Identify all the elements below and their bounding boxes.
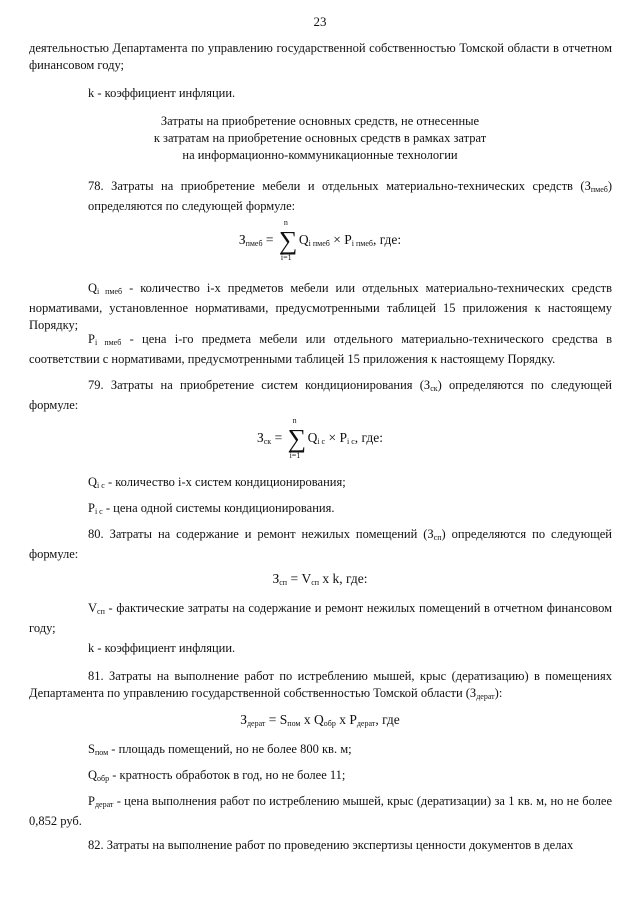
paragraph-79-sub: ск [430,384,438,393]
formula-81-lhs-sub: дерат [246,719,266,728]
paragraph-80-sub: сп [433,533,442,542]
definition-79-q [88,474,612,494]
formula-79-q-sub: i с [317,437,326,447]
definition-78-q [29,280,612,334]
definition-81-p [29,793,612,830]
definition-81-q-sub: обр [97,774,110,783]
paragraph-continuation: деятельностью Департамента по управлению государственной собственностью Томской области в отчетном финансовом году; [29,41,612,72]
summation-lower-limit: i=1 [280,253,292,262]
definition-81-p-sub: дерат [94,800,114,809]
definition-78-p-text: - цена i-го предмета мебели или отдельного материально-технического средства в соответствии с нормативами, предусмотренными таблицей 15 приложения к настоящему Порядку. [29,332,613,366]
definition-79-q-text: - количество i-х систем кондиционирования; [104,475,346,489]
formula-81-x2: x P [335,712,357,727]
formula-79-lhs: З [256,430,264,446]
definition-79-q-symbol: Q [88,475,98,489]
definition-78-p-symbol: P [88,332,95,346]
definition-79-q-sub: i с [97,481,105,490]
formula-78-p: P [344,232,352,248]
paragraph-81 [29,668,612,705]
paragraph-79-text-a: 79. Затраты на приобретение систем кондиционирования (З [88,378,431,392]
formula-79-p: P [339,430,347,446]
formula-78 [0,218,640,262]
summation-symbol [278,218,298,262]
formula-80-tail: x k, где: [319,571,368,586]
formula-81-s-sub: пом [287,719,301,728]
formula-78-lhs: З [238,232,246,248]
definition-79-p [88,500,612,520]
definition-79-p-sub: i с [94,507,103,516]
formula-79-times: × [325,430,340,446]
definition-81-s-text: - площадь помещений, но не более 800 кв. м; [108,742,352,756]
definition-78-q-text: - количество i-х предметов мебели или отдельных материально-технических средств нормативами, установленное нормативами, предусмотренными таблицей 15 приложения к настоящему Порядку; [29,281,612,332]
definition-78-p-sub: i пмеб [94,338,122,347]
formula-81-eq: = S [265,712,288,727]
formula-79-lhs-sub: ск [263,437,272,447]
summation-upper-limit: n [292,416,297,425]
paragraph-81-text-a: 81. Затраты на выполнение работ по истреблению мышей, крыс (дератизацию) в помещениях Департамента по управлению государственной собственностью Томской области (З [29,669,612,700]
definition-81-q-symbol: Q [88,768,98,782]
formula-81-tail: , где [375,712,400,727]
definition-79-p-text: - цена одной системы кондиционирования. [102,501,335,515]
formula-79 [0,416,640,460]
formula-78-tail: , где: [372,232,402,248]
paragraph-78-sub: пмеб [590,185,608,194]
summation-sigma: ∑ [287,424,307,453]
formula-81-p-sub: дерат [356,719,376,728]
formula-81-x1: x Q [300,712,324,727]
definition-81-p-text: - цена выполнения работ по истреблению мышей, крыс (дератизации) за 1 кв. м, но не более 0,852 руб. [29,794,612,828]
section-heading-line-3: на информационно-коммуникационные технологии [182,148,458,162]
paragraph-78 [88,178,612,215]
definition-80-v-symbol: V [88,601,98,615]
definition-80-v [29,600,612,637]
formula-79-p-sub: i с [346,437,355,447]
formula-79-q: Q [307,430,318,446]
formula-80-lhs-sub: сп [279,578,288,587]
definition-78-q-symbol: Q [88,281,98,295]
formula-79-tail: , где: [354,430,383,446]
definition-80-v-text: - фактические затраты на содержание и ремонт нежилых помещений в отчетном финансовом году; [29,601,612,635]
formula-80 [0,571,640,587]
formula-80-lhs: З [272,571,280,586]
summation-upper-limit: n [283,218,288,227]
definition-79-p-symbol: P [88,501,95,515]
definition-81-q [88,767,612,787]
definition-k: k - коэффициент инфляции. [88,86,236,100]
paragraph-80-text-a: 80. Затраты на содержание и ремонт нежилых помещений (З [88,527,434,541]
summation-symbol [287,416,307,460]
formula-78-lhs-sub: пмеб [245,239,263,249]
paragraph-80-text-b: ) определяются по следующей формуле: [29,527,612,561]
formula-81-q-sub: обр [323,719,336,728]
formula-79-eq: = [271,430,286,446]
formula-81 [0,712,640,728]
paragraph-79 [29,377,612,414]
summation-lower-limit: i=1 [289,451,301,460]
definition-80-v-sub: сп [97,607,105,616]
formula-81-lhs: З [240,712,247,727]
page-number: 23 [313,14,327,29]
definition-80-k: k - коэффициент инфляции. [88,641,236,655]
paragraph-82: 82. Затраты на выполнение работ по проведению экспертизы ценности документов в делах [88,838,574,852]
paragraph-79-text-b: ) определяются по следующей формуле: [29,378,612,412]
formula-80-v-sub: сп [311,578,320,587]
formula-78-eq: = [262,232,277,248]
paragraph-78-text-a: 78. Затраты на приобретение мебели и отдельных материально-технических средств (З [88,179,591,193]
definition-81-s-sub: пом [94,748,109,757]
definition-81-s [88,741,612,761]
paragraph-78-text-b: ) определяются по следующей формуле: [88,179,612,213]
definition-78-q-sub: i пмеб [97,287,123,296]
formula-80-mid: = V [287,571,312,586]
formula-78-p-sub: i пмеб [351,239,373,249]
section-heading-line-1: Затраты на приобретение основных средств, не отнесенные [160,114,480,128]
definition-78-p [29,331,612,368]
definition-81-p-symbol: P [88,794,95,808]
paragraph-81-sub: дерат [476,692,495,701]
paragraph-80 [29,526,612,563]
summation-sigma: ∑ [278,226,298,255]
definition-81-q-text: - кратность обработок в год, но не более 11; [109,768,346,782]
formula-78-q-sub: i пмеб [308,239,330,249]
paragraph-81-text-b: ): [494,686,503,700]
definition-81-s-symbol: S [88,742,95,756]
section-heading [0,113,640,164]
formula-78-times: × [329,232,345,248]
section-heading-line-2: к затратам на приобретение основных средств в рамках затрат [153,131,487,145]
formula-78-q: Q [298,232,309,248]
